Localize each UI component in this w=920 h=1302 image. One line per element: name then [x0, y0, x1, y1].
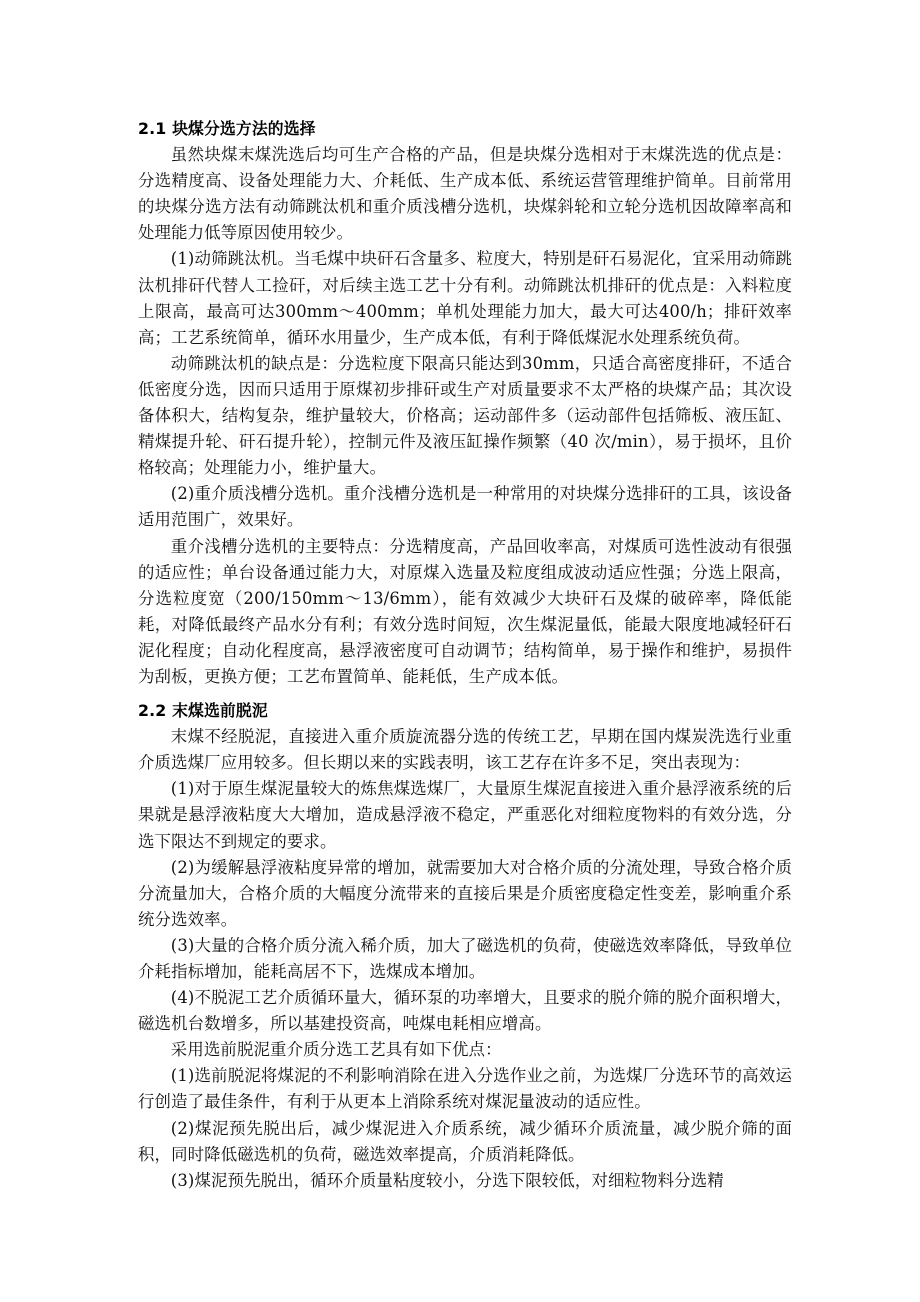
section-heading-2-2: 2.2 末煤选前脱泥	[138, 701, 268, 721]
paragraph: (2)重介质浅槽分选机。重介浅槽分选机是一种常用的对块煤分选排矸的工具，该设备适用范围广，效果好。	[138, 484, 792, 530]
paragraph: 采用选前脱泥重介质分选工艺具有如下优点：	[170, 1040, 502, 1060]
paragraph: (4)不脱泥工艺介质循环量大，循环泵的功率增大，且要求的脱介筛的脱介面积增大，磁选机台数增多，所以基建投资高，吨煤电耗相应增高。	[138, 988, 792, 1034]
paragraph: (1)选前脱泥将煤泥的不利影响消除在进入分选作业之前，为选煤厂分选环节的高效运行创造了最佳条件，有利于从更本上消除系统对煤泥量波动的适应性。	[138, 1066, 792, 1112]
section-spacer	[138, 690, 792, 698]
paragraph: 虽然块煤末煤洗选后均可生产合格的产品，但是块煤分选相对于末煤洗选的优点是：分选精度高、设备处理能力大、介耗低、生产成本低、系统运营管理维护简单。目前常用的块煤分选方法有动筛跳汰机和重介质浅槽分选机，块煤斜轮和立轮分选机因故障率高和处理能力低等原因使用较少。	[138, 145, 792, 243]
paragraph: (1)对于原生煤泥量较大的炼焦煤选煤厂，大量原生煤泥直接进入重介悬浮液系统的后果就是悬浮液粘度大大增加，造成悬浮液不稳定，严重恶化对细粒度物料的有效分选，分选下限达不到规定的要求。	[138, 779, 792, 851]
section-heading-2-1: 2.1 块煤分选方法的选择	[138, 119, 316, 138]
paragraph: (1)动筛跳汰机。当毛煤中块矸石含量多、粒度大，特别是矸石易泥化，宜采用动筛跳汰机排矸代替人工捡矸，对后续主选工艺十分有利。动筛跳汰机排矸的优点是：入料粒度上限高，最高可达300mm～400mm；单机处理能力加大，最大可达400/h；排矸效率高；工艺系统简单，循环水用量少，生产成本低，有利于降低煤泥水处理系统负荷。	[138, 249, 792, 347]
paragraph: 动筛跳汰机的缺点是：分选粒度下限高只能达到30mm，只适合高密度排矸，不适合低密度分选，因而只适用于原煤初步排矸或生产对质量要求不太严格的块煤产品；其次设备体积大，结构复杂，维护量较大，价格高；运动部件多（运动部件包括筛板、液压缸、精煤提升轮、矸石提升轮），控制元件及液压缸操作频繁（40 次/min），易于损坏，且价格较高；处理能力小，维护量大。	[138, 353, 792, 478]
document-body	[138, 116, 792, 1194]
paragraph: (2)为缓解悬浮液粘度异常的增加，就需要加大对合格介质的分流处理，导致合格介质分流量加大，合格介质的大幅度分流带来的直接后果是介质密度稳定性变差，影响重介系统分选效率。	[138, 857, 792, 929]
paragraph: (3)煤泥预先脱出，循环介质量粘度较小，分选下限较低，对细粒物料分选精	[170, 1170, 724, 1190]
paragraph: 末煤不经脱泥，直接进入重介质旋流器分选的传统工艺，早期在国内煤炭洗选行业重介质选煤厂应用较多。但长期以来的实践表明，该工艺存在许多不足，突出表现为：	[138, 727, 792, 773]
paragraph: (2)煤泥预先脱出后，减少煤泥进入介质系统，减少循环介质流量，减少脱介筛的面积，同时降低磁选机的负荷，磁选效率提高，介质消耗降低。	[138, 1118, 792, 1164]
paragraph: (3)大量的合格介质分流入稀介质，加大了磁选机的负荷，使磁选效率降低，导致单位介耗指标增加，能耗高居不下，选煤成本增加。	[138, 935, 792, 981]
paragraph: 重介浅槽分选机的主要特点：分选精度高，产品回收率高，对煤质可选性波动有很强的适应性；单台设备通过能力大，对原煤入选量及粒度组成波动适应性强；分选上限高，分选粒度宽（200/150mm～13/6mm），能有效减少大块矸石及煤的破碎率，降低能耗，对降低最终产品水分有利；有效分选时间短，次生煤泥量低，能最大限度地减轻矸石泥化程度；自动化程度高，悬浮液密度可自动调节；结构简单，易于操作和维护，易损件为刮板，更换方便；工艺布置简单、能耗低，生产成本低。	[138, 536, 792, 686]
